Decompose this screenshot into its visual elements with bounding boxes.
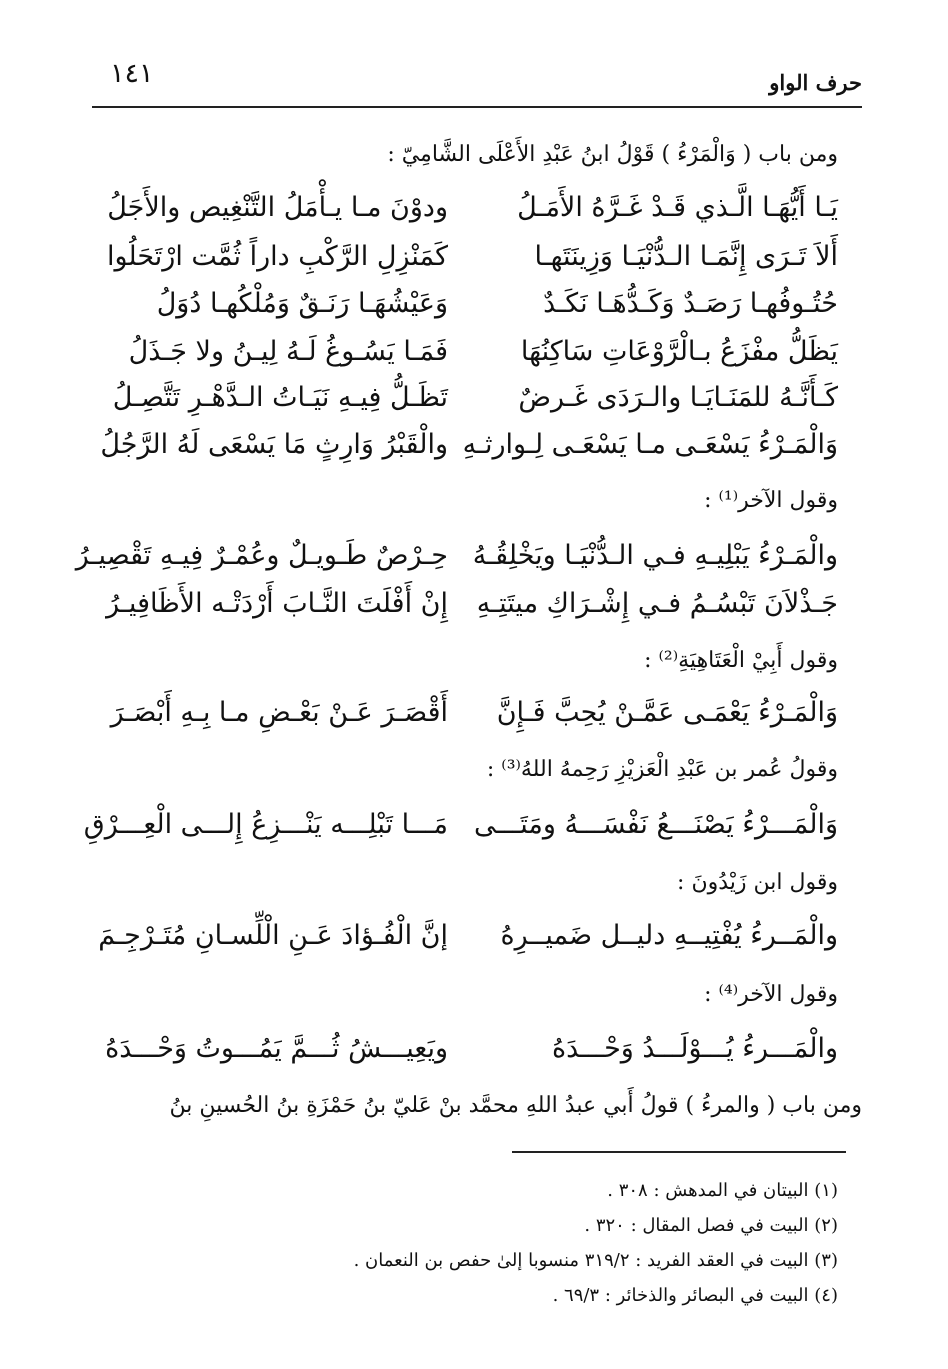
verse-second-hemistich: تَظَـلُّ فِيـهِ نَيَـاتُ الـدَّهْـرِ تَتَّصِـلُ bbox=[112, 382, 448, 413]
verse-second-hemistich: إنَّ الْفُـؤادَ عَـنِ الْلِّسـانِ مُتَـرْجِـمَ bbox=[98, 920, 448, 951]
verse-first-hemistich: والْمَــرءُ يُفْتِيــهِ دليــل ضَميــرِهُ bbox=[500, 920, 838, 951]
block-intro: وقول الآخر⁽⁴⁾ : bbox=[704, 982, 838, 1007]
verse-second-hemistich: والْقَبْرُ وَارِثٍ مَا يَسْعَى لَهُ الرَّجُلُ bbox=[100, 429, 448, 460]
closing-line: ومن باب ( والمرءُ ) قولُ أَبي عبدُ اللهِ محمَّد بنْ عَليّ بنُ حَمْزَةِ بنُ الحُسينِ بنُ bbox=[169, 1093, 862, 1118]
page-header-title: حرف الواو bbox=[769, 70, 862, 95]
verse-first-hemistich: وَالْمَـرْءُ يَعْمَـى عَمَّـنْ يُحِبَّ فَـإِنَّ bbox=[496, 697, 838, 728]
verse-second-hemistich: إِنْ أَفْلَتَ النَّـابَ أَرْدَتْـه الأَظَافِيـرُ bbox=[106, 588, 448, 619]
verse-second-hemistich: ويَعِيـــشُ ثُـــمَّ يَمُـــوتُ وَحْـــدَهُ bbox=[105, 1033, 448, 1064]
header-divider bbox=[92, 106, 862, 108]
verse-second-hemistich: فَمَـا يَسُـوغُ لَـهُ لِيـنُ ولا جَـذَلُ bbox=[128, 336, 448, 367]
block-intro: وقول ابن زَيْدُونَ : bbox=[677, 870, 838, 895]
block-intro: وقول أَبِيْ الْعَتَاهِيَةِ⁽²⁾ : bbox=[644, 648, 838, 673]
block-intro: وقول الآخر⁽¹⁾ : bbox=[704, 488, 838, 513]
footnote: (٢) البيت في فصل المقال : ٣٢٠ . bbox=[584, 1215, 838, 1236]
verse-second-hemistich: أَقْصَـرَ عَـنْ بَعْـضِ مـا بِـهِ أَبْصَـرَ bbox=[110, 697, 448, 728]
verse-first-hemistich: والْمَـــرءُ يُـــوْلَـــدُ وَحْـــدَهُ bbox=[552, 1033, 838, 1064]
footnote: (٤) البيت في البصائر والذخائر : ٦٩/٣ . bbox=[552, 1285, 838, 1306]
verse-first-hemistich: والْمَـرْءُ يَبْلِيـهِ فـي الـدُّنْيَـا ويَخْلِقُـهُ bbox=[472, 540, 838, 571]
footnote: (٣) البيت في العقد الفريد : ٣١٩/٢ منسوبا إلىٰ حفص بن النعمان . bbox=[353, 1250, 838, 1271]
verse-first-hemistich: يَظَلُّ مفْزَعُ بـالْرَّوْعَاتِ سَاكِنُهَا bbox=[520, 336, 838, 367]
footnote: (١) البيتان في المدهش : ٣٠٨ . bbox=[607, 1180, 838, 1201]
page-number: ١٤١ bbox=[110, 58, 154, 89]
verse-first-hemistich: حُتُـوفُهـا رَصَـدٌ وَكَـدُّهَـا نَكَـدٌ bbox=[543, 288, 838, 319]
verse-first-hemistich: كَـأَنَّـهُ للمَنَـايَـا والـرَدَى غَـرضٌ bbox=[518, 382, 838, 413]
verse-second-hemistich: وَعَيْشُهَـا رَنَـقٌ وَمُلْكُهـا دُوَلُ bbox=[156, 288, 448, 319]
verse-second-hemistich: حِـرْصٌ طَـويـلٌ وعُمْـرٌ فِيـهِ تَقْصِيـرُ bbox=[75, 540, 448, 571]
verse-first-hemistich: أَلاَ تَـرَى إِنَّمَـا الـدُّنْيَـا وَزِينَتَهـا bbox=[534, 241, 838, 272]
verse-first-hemistich: جَـذْلاَنَ تَبْسُـمُ فـي إِشْـرَاكِ ميتَتِـهِ bbox=[476, 588, 838, 619]
verse-second-hemistich: ودوْنَ مـا يـأْمَلُ التَّنْغِيص والأَجَلُ bbox=[107, 192, 448, 223]
footnote-divider bbox=[512, 1151, 846, 1153]
block-intro: وقولُ عُمر بن عَبْدِ الْعَزيْزِ رَحِمهُ اللهُ⁽³⁾ : bbox=[486, 757, 838, 782]
verse-first-hemistich: وَالْمَـرْءُ يَسْعَـى مـا يَسْعَـى لِـوارثـهِ bbox=[462, 429, 838, 460]
verse-second-hemistich: كَمَنْزِلِ الرَّكْبِ داراً ثُمَّت ارْتَحَلُوا bbox=[106, 241, 448, 272]
verse-first-hemistich: وَالْمَـــرْءُ يَصْنَـــعُ نَفْسَـــهُ ومَتَـــى bbox=[474, 809, 838, 840]
block-intro: ومن باب ( وَالْمَرْءُ ) قَوْلُ ابنُ عَبْدِ الأَعْلَى الشَّامِيّ : bbox=[387, 142, 838, 167]
verse-first-hemistich: يَـا أَيُّهَـا الَّـذي قَـدْ غَـرَّهُ الأَمَـلُ bbox=[517, 192, 838, 223]
verse-second-hemistich: مَـــا تَبْلِـــه يَنْـــزِعُ إِلـــى الْعِـــرْقِ bbox=[83, 809, 448, 840]
